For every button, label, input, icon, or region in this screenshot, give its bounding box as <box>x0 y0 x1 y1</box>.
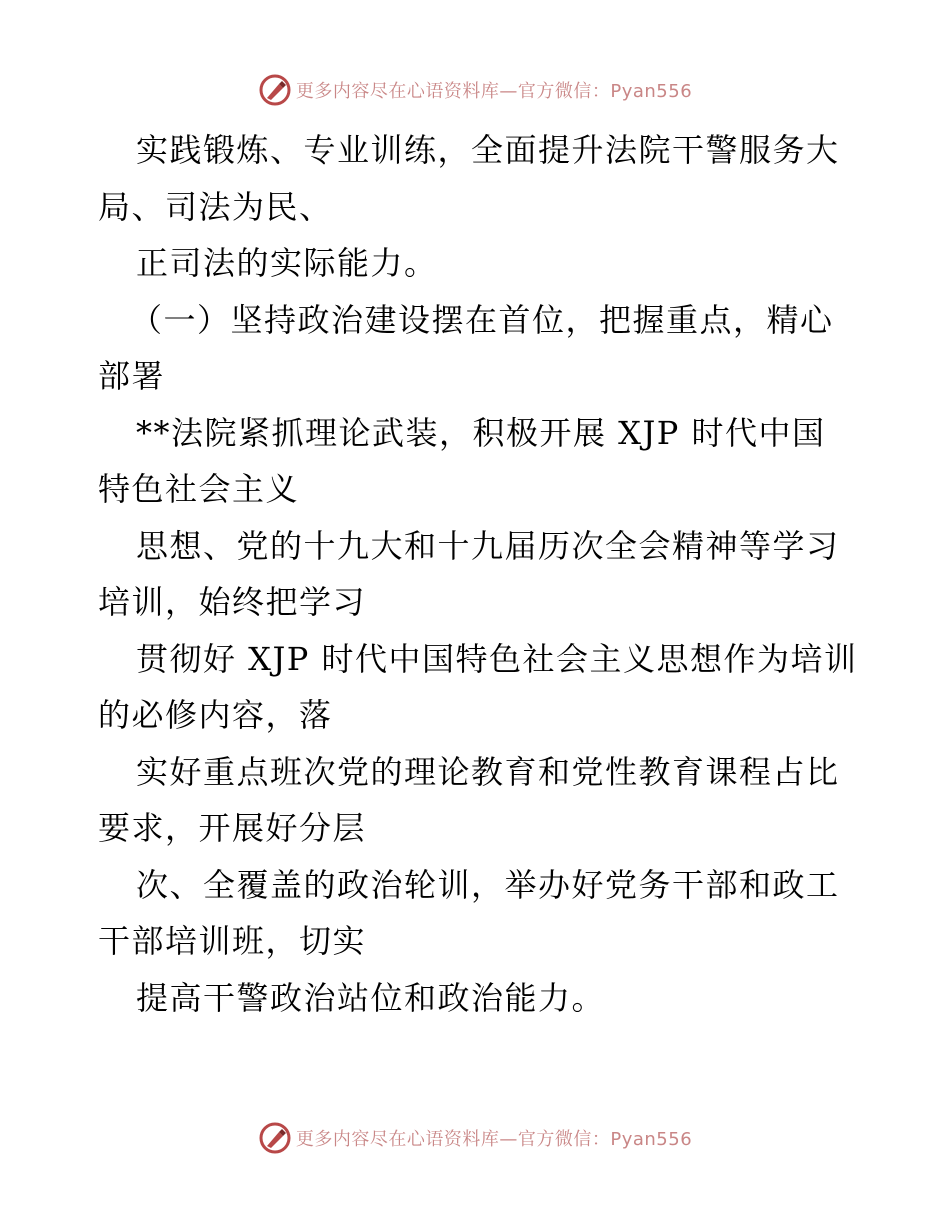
pen-nib-logo-icon <box>258 1121 292 1155</box>
paragraph: 提高干警政治站位和政治能力。 <box>136 978 606 1017</box>
section-heading: （一）坚持政治建设摆在首位，把握重点，精心部署 <box>98 300 834 395</box>
watermark-text: 更多内容尽在心语资料库—官方微信：Pyan556 <box>295 1129 693 1150</box>
paragraph: 贯彻好 XJP 时代中国特色社会主义思想作为培训的必修内容，落 <box>98 639 858 734</box>
watermark-footer <box>0 1118 950 1158</box>
watermark-text: 更多内容尽在心语资料库—官方微信：Pyan556 <box>295 81 693 102</box>
paragraph: 实践锻炼、专业训练，全面提升法院干警服务大局、司法为民、 <box>98 131 840 226</box>
paragraph: 次、全覆盖的政治轮训，举办好党务干部和政工干部培训班，切实 <box>98 865 840 960</box>
paragraph: 实好重点班次党的理论教育和党性教育课程占比要求，开展好分层 <box>98 752 840 847</box>
paragraph: 正司法的实际能力。 <box>136 244 438 282</box>
paragraph: 思想、党的十九大和十九届历次全会精神等学习培训，始终把学习 <box>98 526 840 621</box>
paragraph: **法院紧抓理论武装，积极开展 XJP 时代中国特色社会主义 <box>98 413 826 508</box>
pen-nib-logo-icon <box>258 73 292 107</box>
document-body <box>98 122 858 1026</box>
watermark-header <box>0 70 950 110</box>
